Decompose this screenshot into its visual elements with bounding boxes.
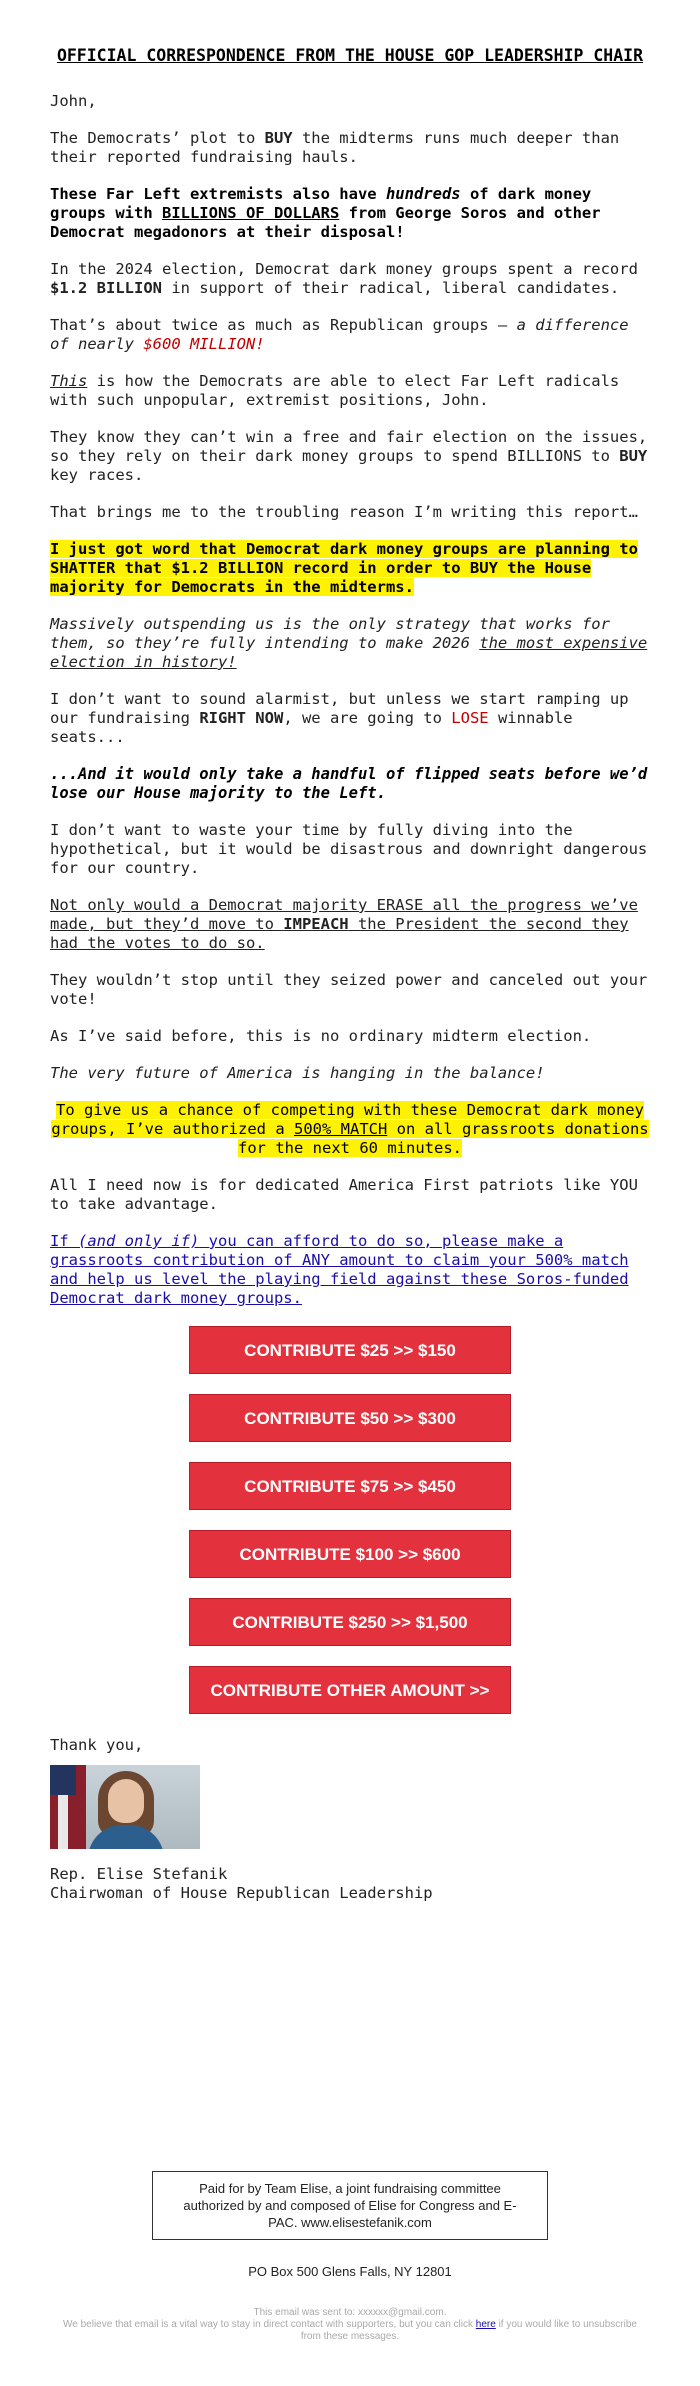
paid-for-disclaimer: Paid for by Team Elise, a joint fundraising committee authorized by and composed of Elise for Congress and E-PAC. www.elisestefanik.com (152, 2171, 548, 2240)
contribute-100-button[interactable]: CONTRIBUTE $100 >> $600 (189, 1530, 511, 1578)
text: , we are going to (283, 709, 452, 727)
paragraph-11: ...And it would only take a handful of flipped seats before we’d lose our House majority to the Left. (50, 765, 648, 802)
paragraph-3 (50, 260, 650, 298)
paragraph-13 (50, 896, 650, 953)
signoff: Thank you, (50, 1736, 144, 1754)
highlighted-text: I just got word that Democrat dark money groups are planning to SHATTER that $1.2 BILLION record in order to BUY the House majority for Democrats in the midterms. (50, 540, 638, 596)
contribute-50-button[interactable]: CONTRIBUTE $50 >> $300 (189, 1394, 511, 1442)
link-text: you can afford to do so, please make a grassroots contribution of ANY amount to claim your 500% match and help us level the playing field against these Soros-funded Democrat dark money groups. (50, 1232, 629, 1307)
highlighted-text: on all grassroots donations for the next 60 minutes. (238, 1120, 649, 1157)
text-bold: BUY (619, 447, 648, 465)
text-bold: $1.2 BILLION (50, 279, 162, 297)
text: The Democrats’ plot to (50, 129, 265, 147)
text: They know they can’t win a free and fair election on the issues, so they rely on their dark money groups to spend BILLIONS to (50, 428, 648, 465)
text-red: LOSE (451, 709, 489, 727)
text: from George Soros and other Democrat megadonors at their disposal! (50, 204, 601, 241)
paragraph-7: That brings me to the troubling reason I’m writing this report… (50, 503, 638, 521)
text: key races. (50, 466, 144, 484)
paragraph-15: As I’ve said before, this is no ordinary midterm election. (50, 1027, 592, 1045)
text-underlined: BILLIONS OF DOLLARS (161, 204, 340, 222)
link-text: If (50, 1232, 78, 1250)
paragraph-19-link (50, 1232, 650, 1308)
link-text-italic: (and only if) (78, 1232, 200, 1250)
highlighted-text: To give us a chance of competing with these Democrat dark money groups, I’ve authorized a (51, 1101, 644, 1138)
text: is how the Democrats are able to elect Far Left radicals with such unpopular, extremist positions, John. (50, 372, 620, 409)
text: of dark money groups with (50, 185, 592, 222)
text: I don’t want to sound alarmist, but unless we start ramping up our fundraising (50, 690, 629, 727)
paragraph-8-highlight (50, 540, 650, 597)
text-bold: IMPEACH (283, 915, 349, 933)
paragraph-9 (50, 615, 650, 672)
unsubscribe-notice (60, 2307, 640, 2343)
contribute-other-button[interactable]: CONTRIBUTE OTHER AMOUNT >> (189, 1666, 511, 1714)
contribute-250-button[interactable]: CONTRIBUTE $250 >> $1,500 (189, 1598, 511, 1646)
text: These Far Left extremists also have (50, 185, 386, 203)
text: We believe that email is a vital way to stay in direct contact with supporters, but you can click (63, 2319, 476, 2330)
text-italic: a difference of nearly (50, 316, 629, 353)
text-underlined: the most expensive election in history! (50, 634, 648, 671)
text-bold: BUY (264, 129, 293, 147)
contribute-buttons (50, 1326, 650, 1714)
text: Massively outspending us is the only strategy that works for them, so they’re fully intending to make 2026 (50, 615, 610, 652)
paragraph-12: I don’t want to waste your time by fully diving into the hypothetical, but it would be disastrous and downright dangerous for our country. (50, 821, 648, 877)
text-italic: hundreds (385, 185, 461, 203)
text: the President the second they had the votes to do so. (50, 915, 629, 952)
unsubscribe-text (60, 2319, 640, 2343)
contribute-link[interactable] (50, 1232, 629, 1307)
email-title: OFFICIAL CORRESPONDENCE FROM THE HOUSE GOP LEADERSHIP CHAIR (56, 46, 644, 65)
text: in support of their radical, liberal candidates. (161, 279, 620, 297)
text: Not only would a Democrat majority ERASE all the progress we’ve made, but they’d move to (50, 896, 638, 933)
mailing-address: PO Box 500 Glens Falls, NY 12801 (248, 2264, 452, 2279)
flag-canton (50, 1765, 76, 1795)
signature-block (50, 1736, 650, 1903)
paragraph-4 (50, 316, 650, 354)
paragraph-5 (50, 372, 650, 410)
sent-to-text: This email was sent to: xxxxxx@gmail.com. (253, 2307, 447, 2318)
paragraph-10 (50, 690, 650, 747)
text-red-italic: $600 MILLION! (143, 335, 265, 353)
signer-photo (50, 1765, 200, 1849)
signer-title: Chairwoman of House Republican Leadership (50, 1884, 433, 1902)
paragraph-6 (50, 428, 650, 485)
paragraph-17-highlight (50, 1101, 650, 1158)
text-bold: RIGHT NOW (199, 709, 284, 727)
unsubscribe-link[interactable]: here (475, 2319, 496, 2330)
paragraph-14: They wouldn’t stop until they seized power and canceled out your vote! (50, 971, 648, 1008)
portrait-face (108, 1779, 144, 1823)
paragraph-16: The very future of America is hanging in the balance! (50, 1064, 545, 1082)
paragraph-18: All I need now is for dedicated America First patriots like YOU to take advantage. (50, 1176, 638, 1213)
text: In the 2024 election, Democrat dark money groups spent a record (50, 260, 638, 278)
paragraph-2 (50, 185, 650, 242)
contribute-75-button[interactable]: CONTRIBUTE $75 >> $450 (189, 1462, 511, 1510)
text: That’s about twice as much as Republican groups – (50, 316, 517, 334)
paragraph-1 (50, 129, 650, 167)
greeting: John, (50, 92, 97, 110)
contribute-25-button[interactable]: CONTRIBUTE $25 >> $150 (189, 1326, 511, 1374)
text-italic-underlined: This (50, 372, 88, 390)
text: if you would like to unsubscribe from these messages. (300, 2319, 637, 2342)
text: winnable seats... (50, 709, 573, 746)
text: the midterms runs much deeper than their reported fundraising hauls. (50, 129, 620, 166)
signer-name: Rep. Elise Stefanik (50, 1865, 228, 1883)
highlighted-text-underlined: 500% MATCH (294, 1120, 388, 1138)
